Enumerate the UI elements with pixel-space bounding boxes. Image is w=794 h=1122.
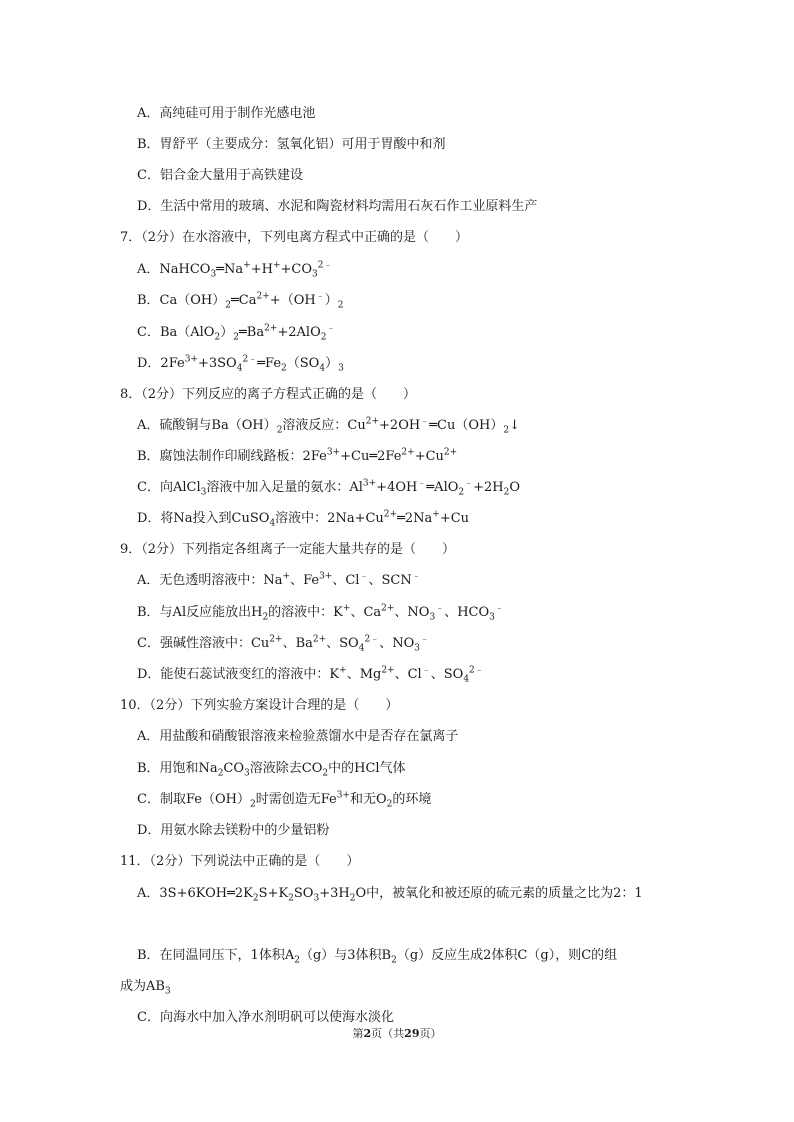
- q7-option-d: D．$2Fe^{3+}+3SO_4^{2﹣}═Fe_2(SO_4)_3$: [137, 354, 344, 374]
- q9-option-d: D．能使石蕊试液变红的溶液中：K+、$Mg^{2+}$、Cl﹣、$SO_4^{2﹣}$: [137, 665, 484, 685]
- q8-option-c: C．向AlCl$_3$溶液中加入足量的氨水：$Al^{3+}+4OH^﹣═AlO_2^﹣+2H_2O$: [137, 478, 521, 498]
- q9-option-b: B．与Al反应能放出$H_2$的溶液中：K+、$Ca^{2+}$、$NO_3^﹣$、$HCO_3^﹣$: [137, 603, 504, 623]
- q9-option-c: C．强碱性溶液中：$Cu^{2+}$、$Ba^{2+}$、$SO_4^{2﹣}$、$NO_3^﹣$: [137, 634, 429, 654]
- q10-option-b: B．用饱和$Na_2CO_3$溶液除去$CO_2$中的HCl气体: [137, 761, 406, 779]
- footer-total-pages: 29: [404, 1027, 420, 1040]
- footer-middle: 页（共: [371, 1027, 405, 1040]
- q6-option-d: D．生活中常用的玻璃、水泥和陶瓷材料均需用石灰石作工业原料生产: [137, 199, 538, 214]
- q10-option-d: D．用氨水除去镁粉中的少量铝粉: [137, 823, 330, 838]
- q10-option-a: A．用盐酸和硝酸银溶液来检验蒸馏水中是否存在氯离子: [137, 729, 459, 744]
- q7-option-a: A．$NaHCO_3═Na^++H^++CO_3^{2﹣}$: [137, 260, 333, 280]
- q6-option-b: B．胃舒平（主要成分：氢氧化铝）可用于胃酸中和剂: [137, 137, 446, 152]
- q8-option-d: D．将Na投入到CuSO$_4$溶液中：$2Na+Cu^{2+}═2Na^++Cu$: [137, 509, 470, 529]
- q11-option-a: A．$3S+6KOH═2K_2S+K_2SO_3+3H_2O$中，被氧化和被还原的硫元素的质量之比为2：1: [137, 886, 643, 904]
- q9-stem: 9．（2分）下列指定各组离子一定能大量共存的是（ ）: [120, 542, 456, 557]
- footer-page-number: 2: [363, 1027, 372, 1040]
- footer-suffix: 页）: [419, 1027, 442, 1040]
- q6-option-a: A．高纯硅可用于制作光感电池: [137, 106, 316, 121]
- q10-stem: 10．（2分）下列实验方案设计合理的是（ ）: [120, 698, 399, 713]
- q10-option-c: C．制取$Fe(OH)_2$时需创造无$Fe^{3+}$和无$O_2$的环境: [137, 790, 432, 810]
- q7-stem: 7．（2分）在水溶液中，下列电离方程式中正确的是（ ）: [120, 230, 469, 245]
- page-footer: [0, 1027, 794, 1041]
- q9-option-a: A．无色透明溶液中：Na+、$Fe^{3+}$、Cl﹣、SCN﹣: [137, 571, 421, 588]
- q6-option-c: C．铝合金大量用于高铁建设: [137, 168, 303, 183]
- q11-option-c: C．向海水中加入净水剂明矾可以使海水淡化: [137, 1010, 394, 1025]
- q7-option-c: C．$Ba(AlO_2)_2═Ba^{2+}+2AlO_2^﹣$: [137, 323, 336, 343]
- q11-option-b-continuation: 成为$AB_3$: [120, 979, 171, 997]
- q8-stem: 8．（2分）下列反应的离子方程式正确的是（ ）: [120, 387, 417, 402]
- footer-prefix: 第: [352, 1027, 364, 1040]
- q8-option-a: A．硫酸铜与$Ba(OH)_2$溶液反应：$Cu^{2+}+2OH^﹣═Cu(OH)_2↓$: [137, 416, 521, 436]
- q7-option-b: B．$Ca(OH)_2═Ca^{2+}+(OH^﹣)_2$: [137, 291, 344, 311]
- q8-option-b: B．腐蚀法制作印刷线路板：$2Fe^{3+}+Cu═2Fe^{2+}+Cu^{2+}$: [137, 447, 458, 464]
- q11-option-b: B．在同温同压下，1体积$A_2(g)$与3体积$B_2(g)$反应生成2体积C（g），则C的组: [137, 948, 618, 966]
- q11-stem: 11．（2分）下列说法中正确的是（ ）: [120, 854, 360, 869]
